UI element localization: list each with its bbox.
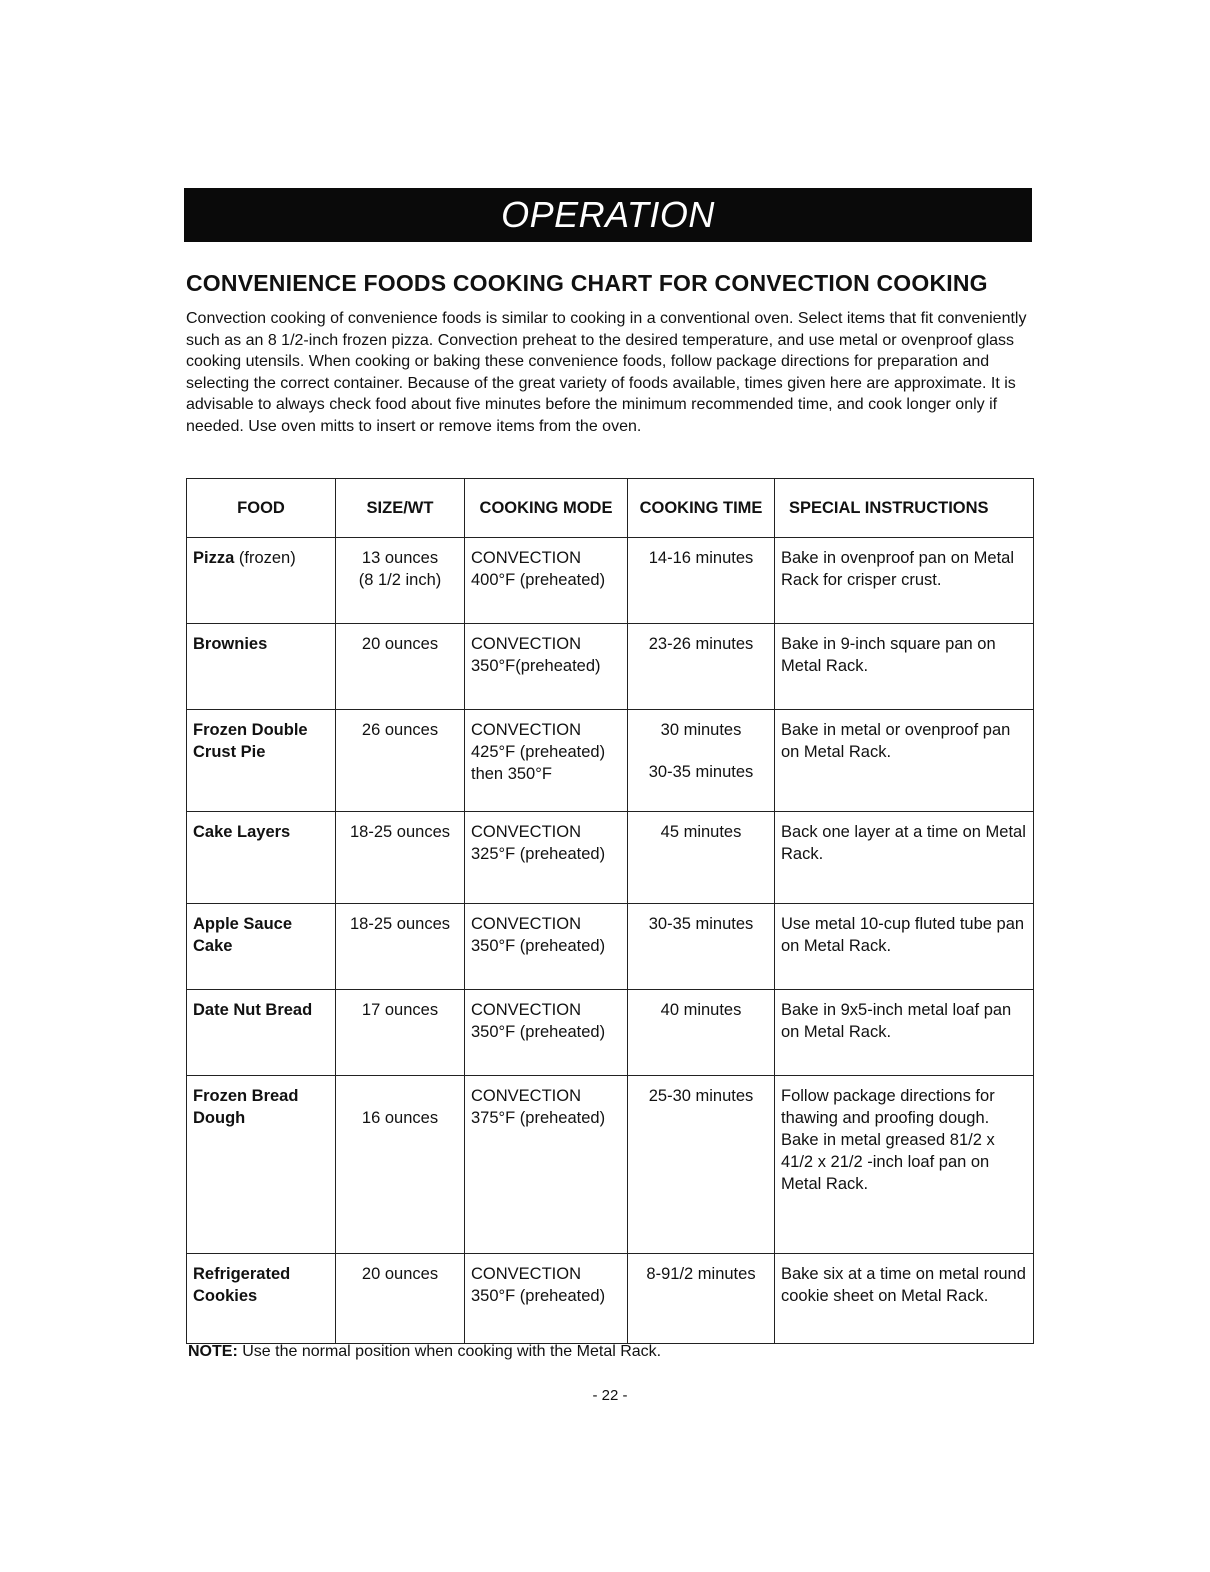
cell-special: Back one layer at a time on Metal Rack. [775,812,1034,904]
table-header-row [187,479,1034,538]
mode-line: CONVECTION [471,1087,582,1105]
size-line: (8 1/2 inch) [358,571,442,589]
table-row [187,1076,1034,1254]
time-line: 30-35 minutes [648,915,754,933]
mode-line: CONVECTION [471,823,582,841]
cell-food [187,990,336,1076]
table-row [187,1254,1034,1344]
cell-size [336,1076,465,1254]
mode-line: 400°F (preheated) [471,571,606,589]
time-line: 8-91/2 minutes [646,1265,756,1283]
cell-food [187,904,336,990]
table-row [187,538,1034,624]
table-row [187,904,1034,990]
cell-size [336,624,465,710]
table-row [187,710,1034,812]
cell-special: Bake in ovenproof pan on Metal Rack for crisper crust. [775,538,1034,624]
table-row [187,990,1034,1076]
cell-time [628,624,775,710]
cell-mode [465,990,628,1076]
note-text: Use the normal position when cooking with the Metal Rack. [242,1343,662,1360]
time-line: 30 minutes [660,721,742,739]
cell-special: Bake in 9-inch square pan on Metal Rack. [775,624,1034,710]
cell-mode [465,538,628,624]
size-line: 17 ounces [361,1001,439,1019]
cell-size [336,904,465,990]
header-food: FOOD [187,479,336,538]
mode-line: CONVECTION [471,635,582,653]
mode-line: CONVECTION [471,915,582,933]
intro-paragraph: Convection cooking of convenience foods is similar to cooking in a conventional oven. Select items that fit conveniently such as an 8 1/2-inch frozen pizza. Convection preheat to the desired temperature, and use metal or ovenproof glass cooking utensils. When cooking or baking these convenience foods, follow package directions for preparation and selecting the correct container. Because of the great variety of foods available, times given here are approximate. It is advisable to always check food about five minutes before the minimum recommended time, and cook longer only if needed. Use oven mitts to insert or remove items from the oven. [186,310,1027,435]
header-mode: COOKING MODE [465,479,628,538]
table-row [187,812,1034,904]
food-name: Date Nut Bread [193,1001,313,1019]
time-line: 30-35 minutes [648,763,754,781]
page-banner: OPERATION [184,188,1032,242]
table-note [188,1343,661,1361]
cell-special: Bake six at a time on metal round cookie sheet on Metal Rack. [775,1254,1034,1344]
food-name: Brownies [193,635,268,653]
cell-mode [465,710,628,812]
size-line: 16 ounces [361,1109,439,1127]
cell-mode [465,1254,628,1344]
food-name: Cake Layers [193,823,291,841]
cell-mode [465,904,628,990]
cell-food [187,710,336,812]
header-size: SIZE/WT [336,479,465,538]
size-line: 18-25 ounces [350,915,450,933]
cell-mode [465,1076,628,1254]
time-line: 40 minutes [660,1001,742,1019]
food-name: Frozen Bread Dough [193,1087,299,1127]
food-name: Pizza [193,549,235,567]
cell-size [336,812,465,904]
cell-size [336,538,465,624]
mode-line: 350°F(preheated) [471,657,601,675]
size-line: 20 ounces [361,1265,439,1283]
time-line: 14-16 minutes [648,549,754,567]
cell-time [628,1254,775,1344]
mode-line: CONVECTION [471,721,582,739]
cell-time [628,812,775,904]
mode-line: CONVECTION [471,549,582,567]
mode-line: then 350°F [471,765,552,783]
cell-size [336,1254,465,1344]
size-line: 26 ounces [361,721,439,739]
food-name: Refrigerated Cookies [193,1265,291,1305]
cell-food [187,624,336,710]
food-name: Apple Sauce Cake [193,915,293,955]
cell-special: Use metal 10-cup fluted tube pan on Metal Rack. [775,904,1034,990]
cell-mode [465,624,628,710]
time-line: 23-26 minutes [648,635,754,653]
size-line: 13 ounces [361,549,439,567]
cell-time [628,1076,775,1254]
cell-size [336,990,465,1076]
size-line: 18-25 ounces [350,823,450,841]
cell-food [187,1076,336,1254]
header-time: COOKING TIME [628,479,775,538]
mode-line: 350°F (preheated) [471,937,606,955]
cell-food [187,538,336,624]
cell-time [628,990,775,1076]
table-row [187,624,1034,710]
mode-line: CONVECTION [471,1265,582,1283]
cell-special: Follow package directions for thawing and proofing dough. Bake in metal greased 81/2 x 41/2 x 21/2 -inch loaf pan on Metal Rack. [775,1076,1034,1254]
mode-line: 425°F (preheated) [471,743,606,761]
size-line: 20 ounces [361,635,439,653]
cell-special: Bake in metal or ovenproof pan on Metal Rack. [775,710,1034,812]
header-special: SPECIAL INSTRUCTIONS [775,479,1034,538]
cell-food [187,812,336,904]
food-name: Frozen Double Crust Pie [193,721,308,761]
cell-time [628,904,775,990]
note-label: NOTE: [188,1343,238,1360]
cell-special: Bake in 9x5-inch metal loaf pan on Metal Rack. [775,990,1034,1076]
cell-food [187,1254,336,1344]
time-line: 25-30 minutes [648,1087,754,1105]
mode-line: 350°F (preheated) [471,1023,606,1041]
food-note: (frozen) [238,549,296,567]
cooking-chart-table [186,478,1034,1344]
time-line: 45 minutes [660,823,742,841]
mode-line: 350°F (preheated) [471,1287,606,1305]
section-title: CONVENIENCE FOODS COOKING CHART FOR CONVECTION COOKING [186,270,988,296]
mode-line: 325°F (preheated) [471,845,606,863]
cell-size [336,710,465,812]
mode-line: CONVECTION [471,1001,582,1019]
page-number: - 22 - [592,1387,628,1404]
cell-mode [465,812,628,904]
mode-line: 375°F (preheated) [471,1109,606,1127]
cell-time [628,538,775,624]
cell-time [628,710,775,812]
